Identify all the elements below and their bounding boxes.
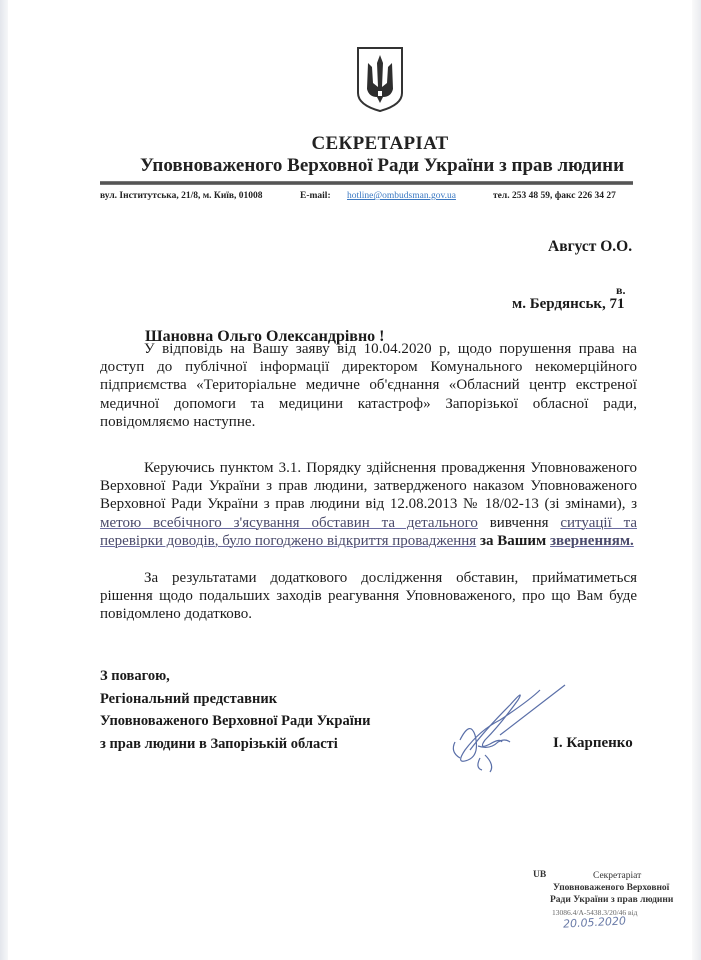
procedure-text-tail: зверненням. xyxy=(550,532,634,549)
highlighted-text-1: метою всебічного з'ясування обставин та детального xyxy=(100,514,478,531)
org-title: СЕКРЕТАРІАТ xyxy=(311,133,449,154)
closing-regards: З повагою, xyxy=(100,668,170,684)
closing-organization: Уповноваженого Верховної Ради України xyxy=(100,713,371,730)
letterhead-address: вул. Інститутська, 21/8, м. Київ, 01008 xyxy=(100,191,263,201)
header-divider xyxy=(100,181,633,185)
handwritten-signature xyxy=(440,680,570,775)
email-link[interactable]: hotline@ombudsman.gov.ua xyxy=(347,191,456,201)
procedure-text-end: за Вашим xyxy=(476,532,551,549)
stamp-line-2: Уповноваженого Верховної xyxy=(553,883,670,893)
stamp-line-3: Ради України з прав людини xyxy=(550,895,674,905)
stamp-line-1: Секретаріат xyxy=(593,871,642,881)
paragraph-response xyxy=(100,340,637,431)
letterhead-phone: тел. 253 48 59, факс 226 34 27 xyxy=(493,191,616,201)
paragraph-response-text: У відповідь на Вашу заяву від 10.04.2020 р, щодо порушення права на доступ до публічної інформації директором Комунального некомерційного підприємства «Територіальне медичне об'єднання «Обласний центр екстреної медичної допомоги та медицини катастроф» Запорізької обласної ради, повідомляємо наступне. xyxy=(100,341,637,430)
conclusion-text: За результатами додаткового дослідження обставин, прийматиметься рішення щодо подальших заходів реагування Уповноваженого, про що Вам буде повідомлено додатково. xyxy=(100,570,637,623)
procedure-text-mid: вивчення xyxy=(477,514,561,531)
salutation: Шановна Ольго Олександрівно ! xyxy=(145,328,385,345)
recipient-street-suffix: в. xyxy=(616,283,626,297)
procedure-text-start: Керуючись пунктом 3.1. Порядку здійснення провадження Уповноваженого Верховної Ради України з прав людини, затвердженого наказом Уповноваженого Верховної Ради України з прав людини від 12.08.2013 № 18/02-13 (зі змінами), з xyxy=(100,460,637,513)
recipient-city: м. Бердянськ, 71 xyxy=(512,296,625,312)
stamp-code: UB xyxy=(533,870,547,880)
closing-block xyxy=(100,665,370,755)
highlighted-text-2: ситуації та перевірки доводів, було погоджено відкриття провадження xyxy=(100,514,638,549)
trident-coat-of-arms-icon xyxy=(355,45,405,113)
stamp-reg-number: 13086.4/А-5438.3/20/46 від xyxy=(552,908,638,917)
paragraph-conclusion xyxy=(100,569,637,624)
paragraph-procedure xyxy=(100,459,637,550)
org-subtitle: Уповноваженого Верховної Ради України з прав людини xyxy=(140,155,625,176)
signer-name: І. Карпенко xyxy=(553,735,633,751)
closing-region: з прав людини в Запорізькій області xyxy=(100,735,338,752)
closing-position: Регіональний представник xyxy=(100,690,278,707)
stamp-date: 20.05.2020 xyxy=(562,914,627,931)
email-label: E-mail: xyxy=(300,191,331,201)
recipient-name: Август О.О. xyxy=(548,238,633,255)
